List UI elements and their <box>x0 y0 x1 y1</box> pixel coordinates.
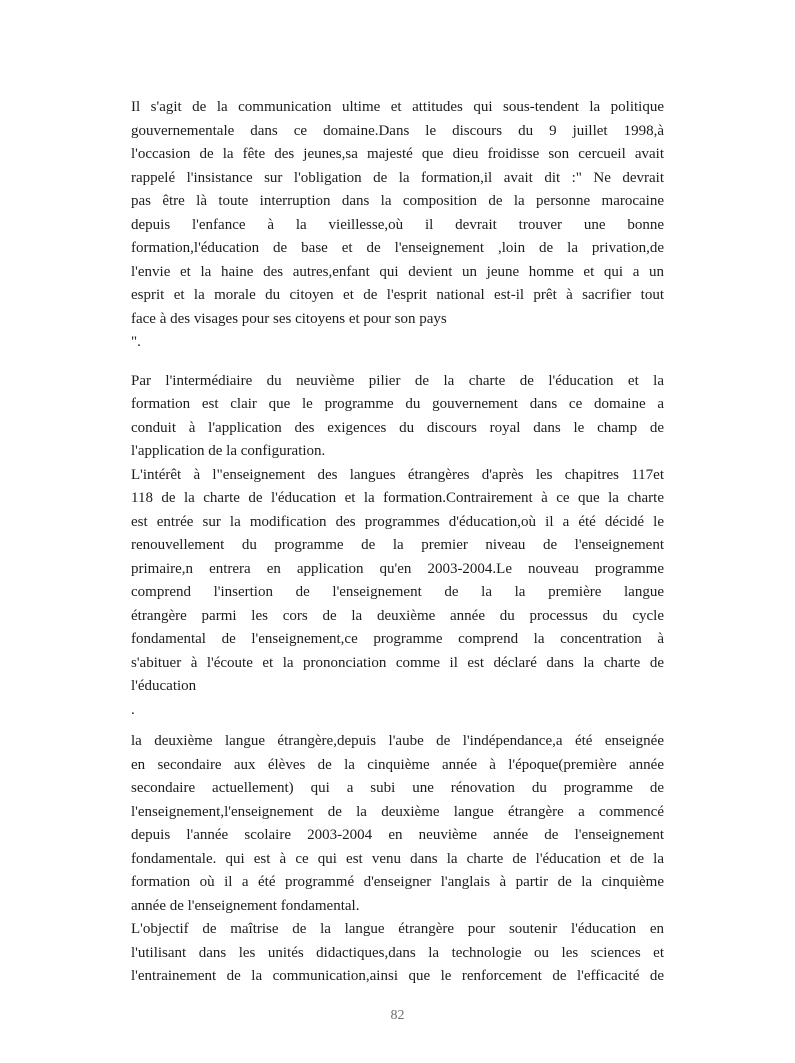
text-line: renouvellement du programme de la premier niveau de l'enseignement <box>131 537 664 553</box>
text-line: formation où il a été programmé d'enseigner l'anglais à partir de la cinquième <box>131 874 664 890</box>
text-line: primaire,n entrera en application qu'en 2003-2004.Le nouveau programme <box>131 560 664 577</box>
text-line: s'abituer à l'écoute et la prononciation comme il est déclaré dans la charte de <box>131 654 664 671</box>
text-line: L'intérêt à l"enseignement des langues étrangères d'après les chapitres 117et <box>131 466 664 483</box>
text-line: . <box>131 701 135 718</box>
text-line: Par l'intermédiaire du neuvième pilier de la charte de l'éducation et la <box>131 372 664 389</box>
text-line: la deuxième langue étrangère,depuis l'aube de l'indépendance,a été enseignée <box>131 733 664 749</box>
text-line: l'éducation <box>131 678 197 694</box>
paragraph <box>131 331 664 355</box>
text-line: fondamentale. qui est à ce qui est venu dans la charte de l'éducation et de la <box>131 850 664 867</box>
text-line: esprit et la morale du citoyen et de l'esprit national est-il prêt à sacrifier tout <box>131 287 664 303</box>
text-line: année de l'enseignement fondamental. <box>131 897 360 914</box>
paragraph <box>131 464 664 699</box>
text-line: gouvernementale dans ce domaine.Dans le discours du 9 juillet 1998,à <box>131 122 664 139</box>
text-line: est entrée sur la modification des programmes d'éducation,où il a été décidé le <box>131 513 664 530</box>
text-line: L'objectif de maîtrise de la langue étrangère pour soutenir l'éducation en <box>131 921 664 937</box>
text-line: depuis l'année scolaire 2003-2004 en neuvième année de l'enseignement <box>131 827 664 843</box>
text-line: depuis l'enfance à la vieillesse,où il devrait trouver une bonne <box>131 216 664 233</box>
text-line: conduit à l'application des exigences du discours royal dans le champ de <box>131 419 664 436</box>
paragraph <box>131 730 664 918</box>
text-line: ". <box>131 334 141 350</box>
text-line: l'application de la configuration. <box>131 443 326 459</box>
paragraph <box>131 370 664 464</box>
text-line: secondaire actuellement) qui a subi une rénovation du programme de <box>131 780 664 796</box>
text-line: formation est clair que le programme du gouvernement dans ce domaine a <box>131 396 664 412</box>
text-line: en secondaire aux élèves de la cinquième année à l'époque(première année <box>131 756 664 773</box>
page-number: 82 <box>390 1008 405 1023</box>
text-line: face à des visages pour ses citoyens et pour son pays <box>131 310 447 327</box>
text-line: Il s'agit de la communication ultime et attitudes qui sous-tendent la politique <box>131 99 664 115</box>
paragraph <box>131 96 664 331</box>
text-line: l'envie et la haine des autres,enfant qui devient un jeune homme et qui a un <box>131 263 664 280</box>
text-line: l'entrainement de la communication,ainsi que le renforcement de l'efficacité de <box>131 968 664 984</box>
text-line: 118 de la charte de l'éducation et la formation.Contrairement à ce que la charte <box>131 490 664 506</box>
text-line: comprend l'insertion de l'enseignement de la la première langue <box>131 584 664 600</box>
document-text-block <box>131 96 664 989</box>
text-line: l'occasion de la fête des jeunes,sa majesté que dieu froidisse son cercueil avait <box>131 146 664 162</box>
paragraph <box>131 918 664 989</box>
text-line: fondamental de l'enseignement,ce programme comprend la concentration à <box>131 631 664 647</box>
text-line: formation,l'éducation de base et de l'enseignement ,loin de la privation,de <box>131 240 664 256</box>
text-line: l'enseignement,l'enseignement de la deuxième langue étrangère a commencé <box>131 803 664 820</box>
text-line: l'utilisant dans les unités didactiques,dans la technologie ou les sciences et <box>131 944 664 961</box>
text-line: pas être là toute interruption dans la composition de la personne marocaine <box>131 193 664 209</box>
text-line: rappelé l'insistance sur l'obligation de la formation,il avait dit :" Ne devrait <box>131 169 664 186</box>
paragraph <box>131 699 664 723</box>
text-line: étrangère parmi les cors de la deuxième année du processus du cycle <box>131 607 664 624</box>
